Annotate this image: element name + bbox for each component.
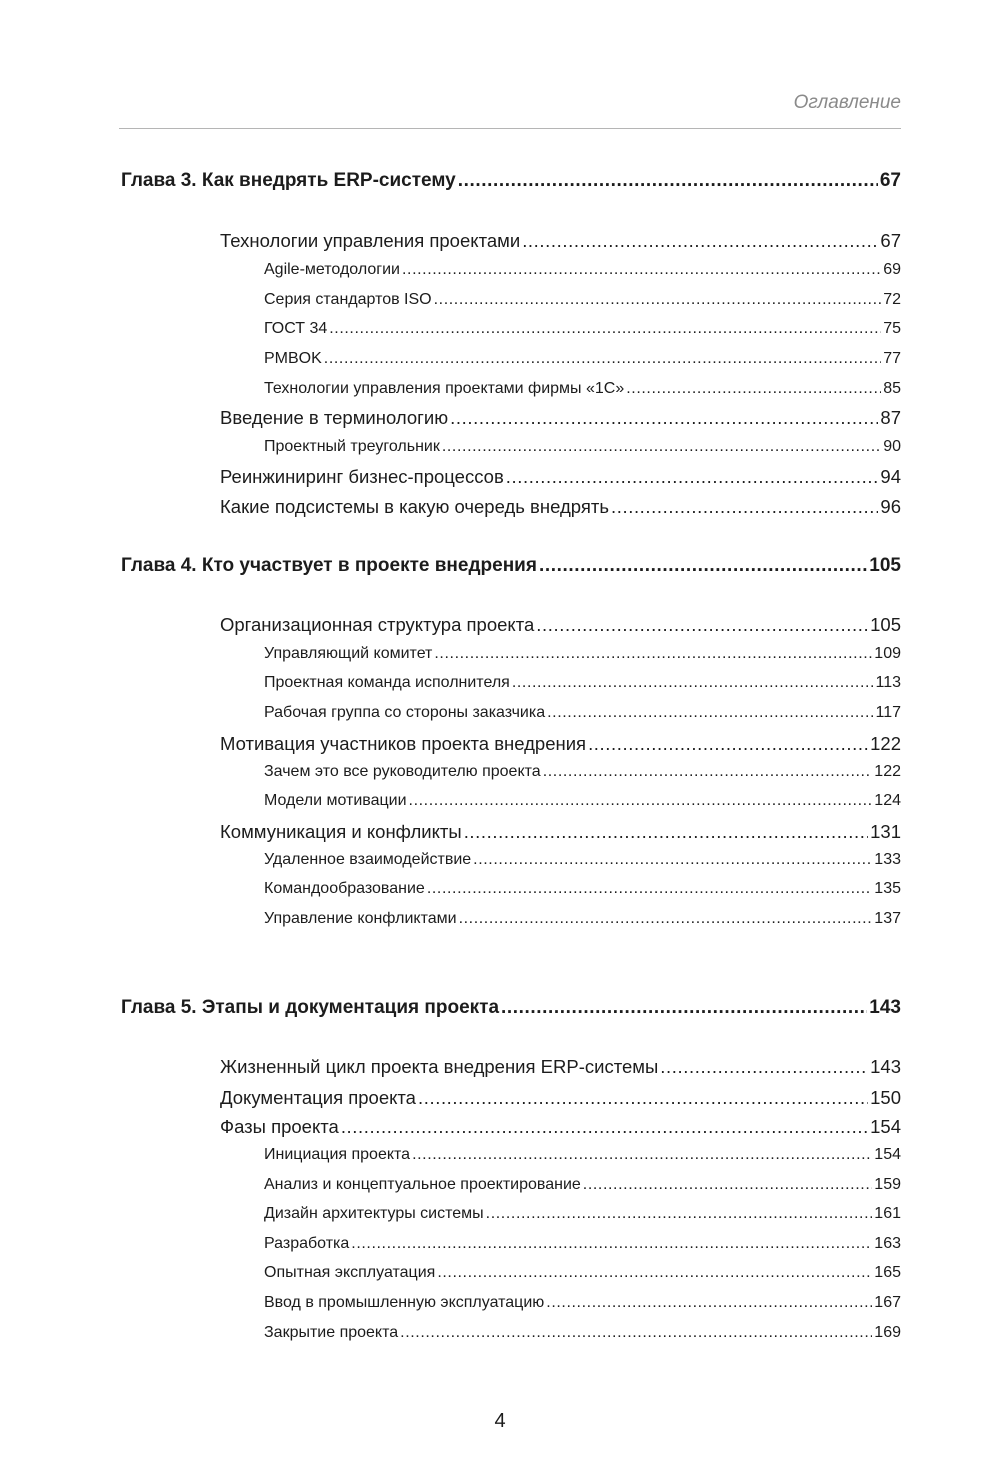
toc-entry-title: Реинжиниринг бизнес-процессов [220, 466, 504, 487]
toc-entry-sub [264, 350, 901, 368]
toc-entry-page: 165 [874, 1264, 901, 1281]
toc-entry-sub [264, 1324, 901, 1342]
toc-entry-title: Зачем это все руководителю проекта [264, 763, 541, 780]
toc-entry-section [220, 466, 901, 488]
toc-dot-leader [506, 466, 879, 488]
toc-entry-section [220, 407, 901, 429]
toc-entry-title: Разработка [264, 1235, 350, 1252]
toc-entry-title: Анализ и концептуальное проектирование [264, 1176, 581, 1193]
toc-entry-page: 143 [870, 1056, 901, 1077]
toc-entry-page: 150 [870, 1087, 901, 1108]
toc-entry-title: Документация проекта [220, 1087, 416, 1108]
toc-dot-leader [536, 614, 868, 636]
toc-entry-page: 109 [874, 645, 901, 662]
toc-entry-page: 96 [880, 496, 901, 517]
toc-entry-page: 77 [883, 350, 901, 367]
toc-entry-sub [264, 320, 901, 338]
toc-entry-page: 154 [874, 1146, 901, 1163]
toc-entry-page: 124 [874, 792, 901, 809]
toc-entry-page: 167 [874, 1294, 901, 1311]
toc-entry-section [220, 1116, 901, 1138]
toc-entry-page: 133 [874, 851, 901, 868]
toc-dot-leader [473, 851, 872, 869]
toc-entry-page: 72 [883, 291, 901, 308]
toc-entry-sub [264, 792, 901, 810]
toc-dot-leader [501, 997, 867, 1019]
toc-entry-sub [264, 763, 901, 781]
toc-entry-page: 137 [874, 910, 901, 927]
toc-dot-leader [437, 1264, 872, 1282]
toc-dot-leader [412, 1146, 872, 1164]
toc-entry-section [220, 614, 901, 636]
toc-dot-leader [588, 733, 868, 755]
toc-entry-page: 113 [875, 674, 901, 691]
toc-entry-title: Глава 5. Этапы и документация проекта [121, 997, 500, 1018]
toc-entry-page: 122 [874, 763, 901, 780]
toc-dot-leader [418, 1087, 868, 1109]
toc-dot-leader [442, 438, 881, 456]
toc-entry-title: Управляющий комитет [264, 645, 433, 662]
toc-dot-leader [539, 555, 867, 577]
toc-entry-title: Ввод в промышленную эксплуатацию [264, 1294, 545, 1311]
toc-entry-title: Инициация проекта [264, 1146, 411, 1163]
toc-entry-page: 67 [880, 230, 901, 251]
toc-entry-title: ГОСТ 34 [264, 320, 328, 337]
toc-dot-leader [486, 1205, 873, 1223]
toc-entry-page: 90 [883, 438, 901, 455]
toc-entry-title: Глава 4. Кто участвует в проекте внедрения [121, 555, 537, 576]
toc-entry-page: 135 [874, 880, 901, 897]
toc-entry-section [220, 821, 901, 843]
toc-entry-sub [264, 1146, 901, 1164]
toc-entry-title: Проектный треугольник [264, 438, 440, 455]
toc-entry-title: Серия стандартов ISO [264, 291, 432, 308]
toc-dot-leader [547, 704, 873, 722]
toc-entry-sub [264, 910, 901, 928]
toc-entry-chapter [121, 997, 901, 1019]
toc-entry-sub [264, 380, 901, 398]
toc-entry-page: 163 [874, 1235, 901, 1252]
toc-dot-leader [626, 380, 881, 398]
toc-dot-leader [351, 1235, 872, 1253]
toc-entry-title: Закрытие проекта [264, 1324, 399, 1341]
toc-entry-page: 159 [874, 1176, 901, 1193]
toc-entry-chapter [121, 170, 901, 192]
toc-entry-sub [264, 1235, 901, 1253]
toc-entry-title: Технологии управления проектами [220, 230, 521, 251]
toc-entry-title: Организационная структура проекта [220, 614, 535, 635]
running-header: Оглавление [793, 92, 901, 113]
toc-entry-sub [264, 851, 901, 869]
toc-dot-leader [464, 821, 868, 843]
toc-entry-section [220, 1087, 901, 1109]
toc-entry-sub [264, 261, 901, 279]
toc-dot-leader [458, 170, 878, 192]
toc-dot-leader [409, 792, 873, 810]
toc-entry-page: 105 [869, 555, 901, 576]
toc-entry-title: Глава 3. Как внедрять ERP-систему [121, 170, 456, 191]
toc-entry-page: 122 [870, 733, 901, 754]
toc-entry-page: 87 [880, 407, 901, 428]
toc-entry-sub [264, 880, 901, 898]
toc-entry-title: Проектная команда исполнителя [264, 674, 510, 691]
page-number: 4 [494, 1410, 506, 1432]
toc-dot-leader [434, 645, 872, 663]
toc-entry-title: Мотивация участников проекта внедрения [220, 733, 587, 754]
toc-entry-title: PMBOK [264, 350, 322, 367]
toc-entry-page: 117 [875, 704, 901, 721]
toc-entry-title: Фазы проекта [220, 1116, 339, 1137]
toc-dot-leader [522, 230, 878, 252]
toc-entry-sub [264, 704, 901, 722]
toc-entry-sub [264, 645, 901, 663]
toc-entry-title: Какие подсистемы в какую очередь внедрять [220, 496, 609, 517]
toc-dot-leader [450, 407, 878, 429]
toc-dot-leader [402, 261, 881, 279]
toc-dot-leader [329, 320, 881, 338]
toc-entry-title: Удаленное взаимодействие [264, 851, 472, 868]
toc-entry-page: 169 [874, 1324, 901, 1341]
toc-dot-leader [400, 1324, 872, 1342]
toc-dot-leader [512, 674, 874, 692]
toc-dot-leader [660, 1056, 868, 1078]
toc-entry-section [220, 230, 901, 252]
toc-entry-sub [264, 1264, 901, 1282]
toc-dot-leader [434, 291, 882, 309]
toc-entry-sub [264, 438, 901, 456]
toc-entry-page: 105 [870, 614, 901, 635]
toc-entry-sub [264, 1294, 901, 1312]
toc-dot-leader [324, 350, 881, 368]
toc-entry-title: Управление конфликтами [264, 910, 457, 927]
toc-entry-title: Технологии управления проектами фирмы «1С» [264, 380, 625, 397]
toc-dot-leader [611, 496, 878, 518]
toc-entry-page: 154 [870, 1116, 901, 1137]
toc-entry-title: Введение в терминологию [220, 407, 449, 428]
toc-entry-title: Agile-методологии [264, 261, 400, 278]
toc-entry-page: 85 [883, 380, 901, 397]
toc-entry-sub [264, 1205, 901, 1223]
toc-entry-title: Коммуникация и конфликты [220, 821, 462, 842]
toc-entry-page: 143 [869, 997, 901, 1018]
toc-dot-leader [543, 763, 873, 781]
toc-entry-sub [264, 674, 901, 692]
toc-entry-chapter [121, 555, 901, 577]
toc-dot-leader [546, 1294, 872, 1312]
toc-entry-page: 69 [883, 261, 901, 278]
toc-entry-section [220, 733, 901, 755]
toc-dot-leader [583, 1176, 873, 1194]
toc-entry-page: 94 [880, 466, 901, 487]
toc-entry-page: 67 [879, 170, 901, 191]
toc-entry-title: Рабочая группа со стороны заказчика [264, 704, 546, 721]
toc-entry-page: 161 [874, 1205, 901, 1222]
toc-entry-title: Жизненный цикл проекта внедрения ERP-системы [220, 1056, 659, 1077]
toc-entry-sub [264, 291, 901, 309]
toc-entry-section [220, 1056, 901, 1078]
toc-entry-title: Дизайн архитектуры системы [264, 1205, 484, 1222]
toc-dot-leader [341, 1116, 868, 1138]
toc-dot-leader [459, 910, 873, 928]
toc-entry-sub [264, 1176, 901, 1194]
toc-dot-leader [427, 880, 872, 898]
toc-entry-title: Командообразование [264, 880, 425, 897]
toc-entry-title: Модели мотивации [264, 792, 407, 809]
toc-entry-title: Опытная эксплуатация [264, 1264, 436, 1281]
toc-entry-page: 131 [870, 821, 901, 842]
toc-entry-page: 75 [883, 320, 901, 337]
toc-entry-section [220, 496, 901, 518]
